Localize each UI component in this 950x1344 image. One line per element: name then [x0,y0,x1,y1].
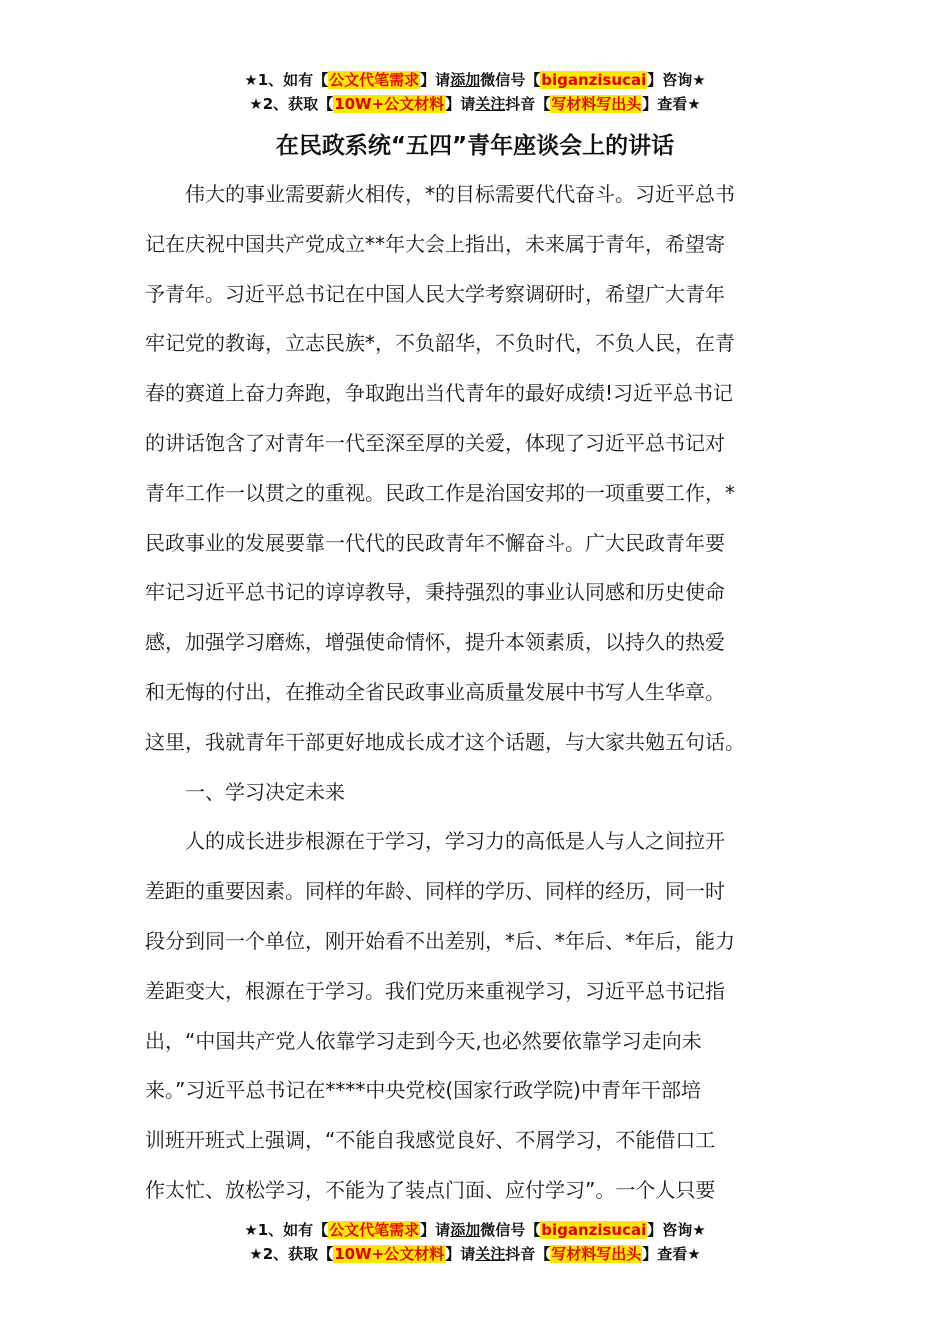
body-line: 差距变大，根源在于学习。我们党历来重视学习，习近平总书记指 [145,978,725,1003]
banner-text: ★1、如有【 [244,1221,329,1239]
banner-highlight: biganzisucai [541,1221,647,1239]
body-line: 记在庆祝中国共产党成立**年大会上指出，未来属于青年，希望寄 [145,231,725,256]
document-title: 在民政系统“五四”青年座谈会上的讲话 [275,133,675,159]
body-line: 春的赛道上奋力奔跑，争取跑出当代青年的最好成绩!习近平总书记 [145,381,734,406]
banner-line-1 [0,68,950,92]
banner-text: 】查看★ [642,1245,701,1263]
banner-line-2 [0,92,950,116]
body-line: 和无悔的付出，在推动全省民政事业高质量发展中书写人生华章。 [145,679,725,704]
banner-highlight: biganzisucai [541,71,647,89]
document-body [145,170,810,1216]
banner-text: 抖音【 [505,95,551,113]
banner-highlight: 10W+公文材料 [334,95,445,113]
footer-banner [0,1218,950,1266]
body-line: 感，加强学习磨炼，增强使命情怀，提升本领素质，以持久的热爱 [145,630,725,655]
body-line: 差距的重要因素。同样的年龄、同样的学历、同样的经历，同一时 [145,879,725,904]
body-line: 牢记习近平总书记的谆谆教导，秉持强烈的事业认同感和历史使命 [145,580,725,605]
body-line: 青年工作一以贯之的重视。民政工作是治国安邦的一项重要工作，* [145,480,735,505]
banner-text: ★1、如有【 [244,71,329,89]
banner-highlight: 写材料写出头 [551,1245,642,1263]
body-line: 的讲话饱含了对青年一代至深至厚的关爱，体现了习近平总书记对 [145,430,725,455]
banner-highlight: 写材料写出头 [551,95,642,113]
section-heading: 一、学习决定未来 [145,779,345,804]
body-line: 这里，我就青年干部更好地成长成才这个话题，与大家共勉五句话。 [145,729,745,754]
body-line: 来。”习近平总书记在****中央党校(国家行政学院)中青年干部培 [145,1078,701,1103]
banner-underline: 关注 [475,1245,506,1263]
banner-text: 抖音【 [505,1245,551,1263]
banner-underline: 添加 [450,1221,481,1239]
body-line: 民政事业的发展要靠一代代的民政青年不懈奋斗。广大民政青年要 [145,530,725,555]
body-line: 伟大的事业需要薪火相传，*的目标需要代代奋斗。习近平总书 [145,182,735,206]
banner-line-1 [0,1218,950,1242]
banner-highlight: 10W+公文材料 [334,1245,445,1263]
body-line: 段分到同一个单位，刚开始看不出差别，*后、*年后、*年后，能力 [145,928,735,953]
banner-line-2 [0,1242,950,1266]
body-line: 作太忙、放松学习，不能为了装点门面、应付学习”。一个人只要 [145,1177,716,1202]
banner-text: ★2、获取【 [249,95,334,113]
banner-highlight: 公文代笔需求 [329,71,420,89]
body-line: 人的成长进步根源在于学习，学习力的高低是人与人之间拉开 [145,829,725,854]
body-line: 训班开班式上强调，“不能自我感觉良好、不屑学习，不能借口工 [145,1128,716,1153]
banner-text: 】咨询★ [647,1221,706,1239]
banner-highlight: 公文代笔需求 [329,1221,420,1239]
banner-text: 】请 [445,1245,476,1263]
banner-text: 】请 [445,95,476,113]
banner-text: ★2、获取【 [249,1245,334,1263]
banner-text: 微信号【 [480,1221,541,1239]
banner-text: 微信号【 [480,71,541,89]
header-banner [0,68,950,116]
body-line: 出，“中国共产党人依靠学习走到今天,也必然要依靠学习走向未 [145,1028,702,1053]
body-line: 予青年。习近平总书记在中国人民大学考察调研时，希望广大青年 [145,281,725,306]
body-line: 牢记党的教诲，立志民族*，不负韶华，不负时代，不负人民，在青 [145,331,735,356]
banner-underline: 添加 [450,71,481,89]
banner-text: 】请 [420,71,451,89]
banner-text: 】查看★ [642,95,701,113]
banner-underline: 关注 [475,95,506,113]
banner-text: 】咨询★ [647,71,706,89]
banner-text: 】请 [420,1221,451,1239]
